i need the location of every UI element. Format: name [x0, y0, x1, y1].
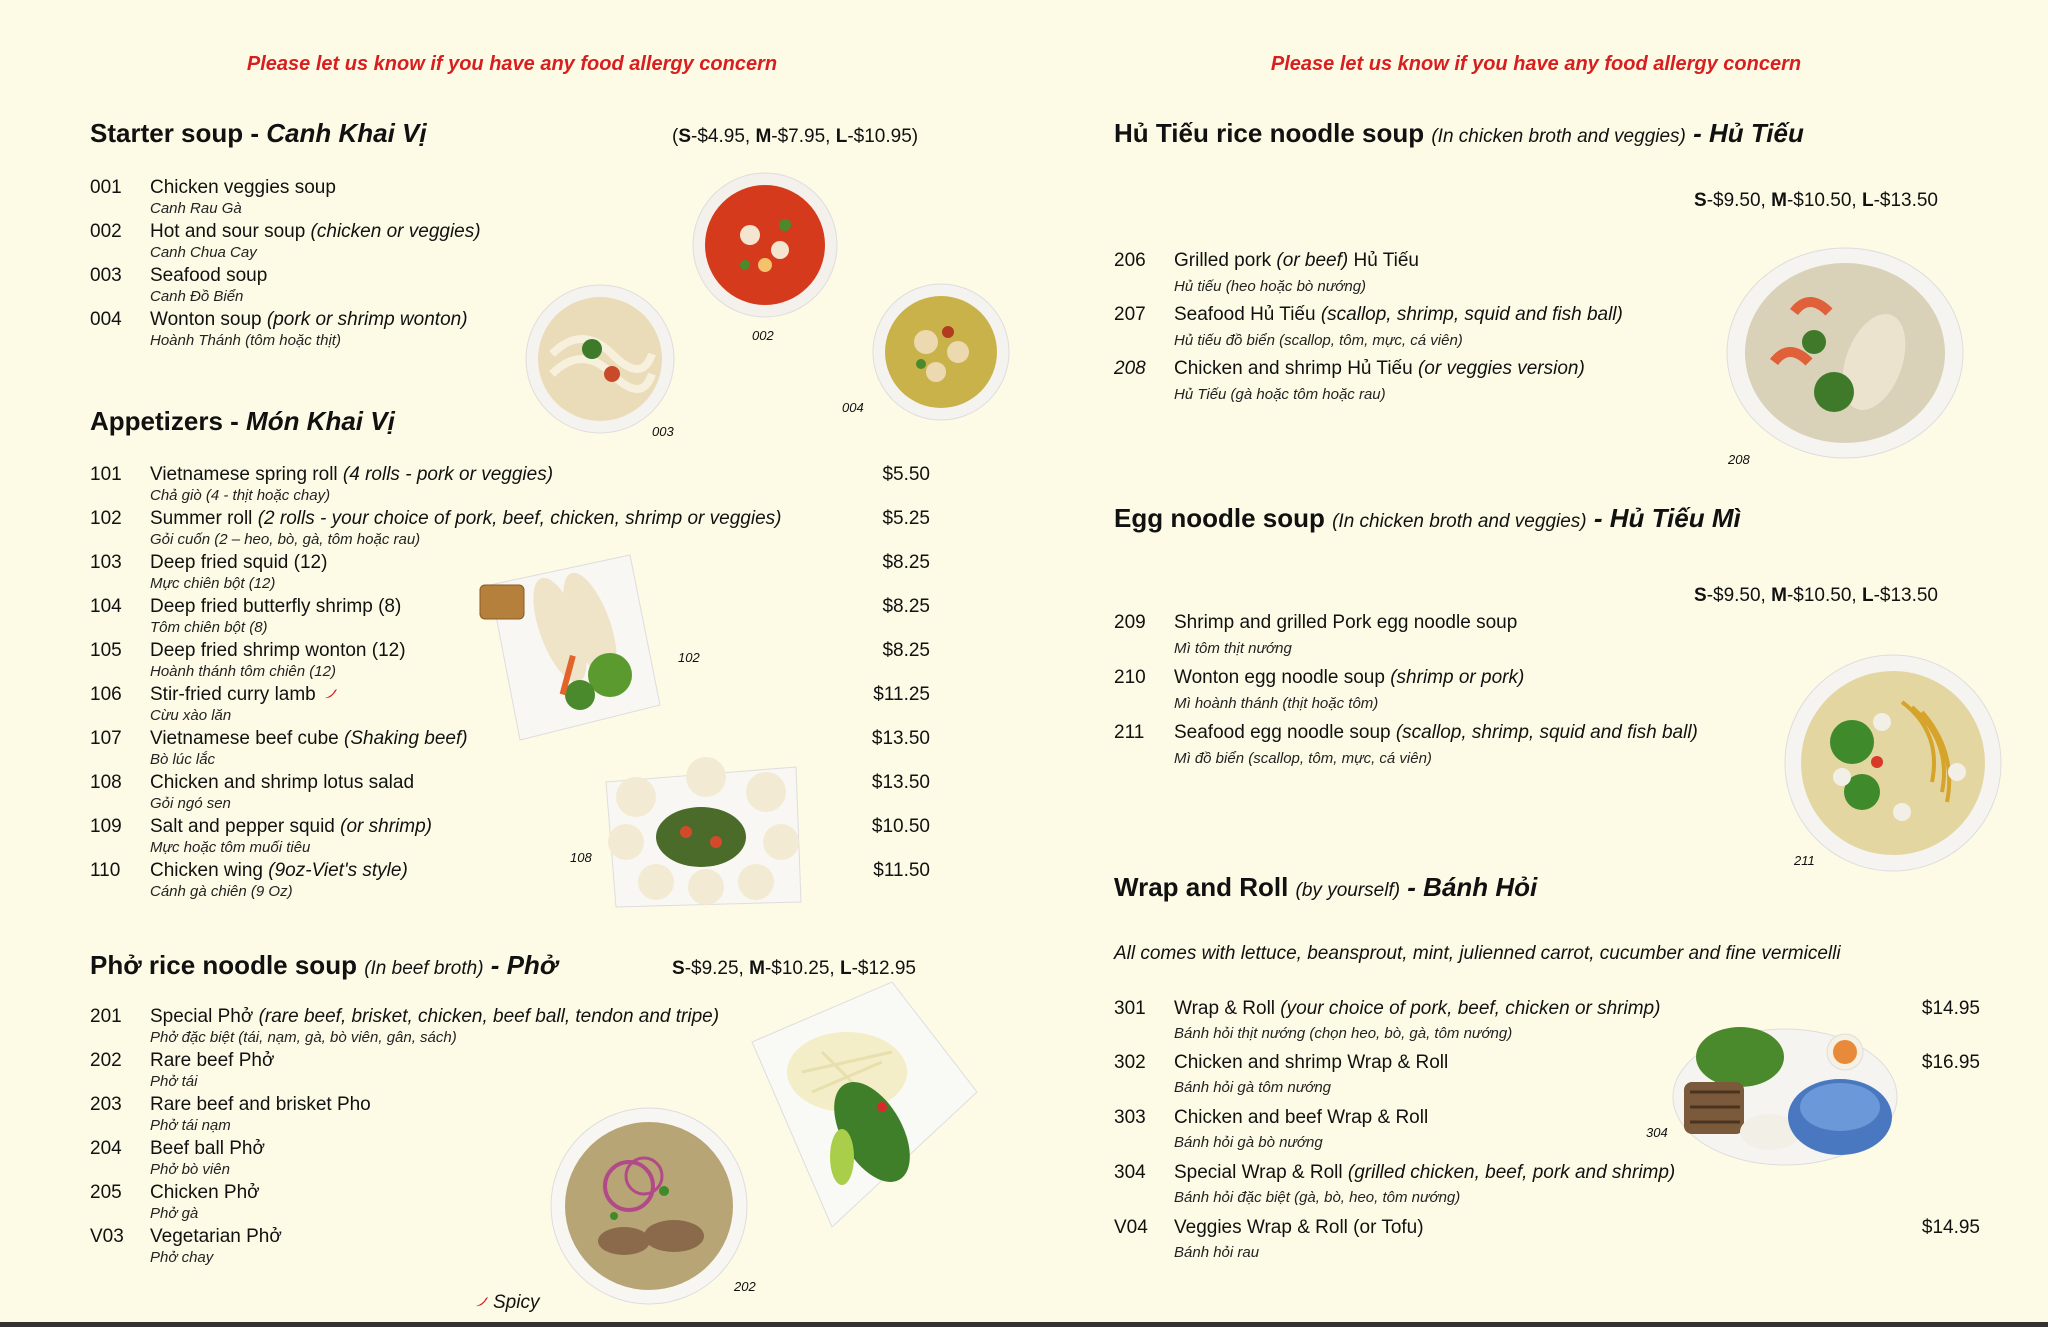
egg-noodle-title: Egg noodle soup (In chicken broth and veggies) - Hủ Tiếu Mì [1114, 503, 1741, 533]
wonton-soup-photo [866, 282, 1016, 422]
starter-title-viet: Canh Khai Vị [266, 118, 427, 148]
photo-caption: 208 [1728, 452, 1750, 467]
wrap-roll-title: Wrap and Roll (by yourself) - Bánh Hỏi [1114, 872, 1538, 902]
summer-roll-photo [470, 545, 670, 745]
bean-sprout-plate-photo [732, 982, 982, 1232]
photo-caption: 102 [678, 650, 700, 665]
hot-sour-soup-photo [690, 170, 840, 320]
egg-noodle-prices: S-$9.50, M-$10.50, L-$13.50 [1694, 585, 1939, 606]
egg-noodle-bowl-photo [1782, 652, 2004, 874]
hu-tieu-bowl-photo [1714, 242, 1976, 464]
photo-caption: 003 [652, 424, 674, 439]
left-page: Please let us know if you have any food allergy concern Starter soup - Canh Khai Vị (S-$4.95, M-$7.95, L-$10.95) 001 Chicken veggies soup Canh Rau Gà 002 Hot and sour soup (chicken or veggies) Canh Chua Cay 003 Seafood soup Canh Đồ Biển 004 Wonton soup (pork or shrimp wonton) Hoành Thánh (tôm hoặc thịt) 002 003 004 Appetizers - Món Khai Vị 101 Vietnamese spring roll (4 rolls - pork or veggies) Chả giò (4 - thịt hoặc chay) $5.50 102 Summer roll (2 rolls - your choice of pork, beef, chicken, shrimp or veggies) Gỏi cuốn (2 – heo, bò, gà, tôm hoặc rau) $5.25 103 Deep fried squid (12) Mực chiên bột (12) $8.25 104 Deep fried butterfly shrimp (8) Tôm chiên bột (8) $8.25 105 Deep fried shrimp wonton (12) Hoành thánh tôm chiên (12) $8.25 106 Stir-fried curry lamb Cừu xào lăn $11.25 107 Vietnamese beef cube (Shaking beef) Bò lúc lắc $13.50 108 Chicken and shrimp lotus salad Gỏi ngó sen $13.50 109 Salt and pepper squid (or shrimp) Mực hoặc tôm muối tiêu $10.50 110 Chicken wing (9oz-Viet's style) Cánh gà chiên (9 Oz) $11.50 102 108 Phở rice noodle soup (In beef broth) - Phở S-$9.25, M-$10.25, L-$12.95 201 Special Phở (rare beef, brisket, chicken, beef ball, tendon and tripe) Phở đặc biệt (tái, nạm, gà, bò viên, gân, sách) 202 Rare beef Phở Phở tái 203 Rare beef and brisket Pho Phở tái nạm 204 Beef ball Phở Phở bò viên 205 Chicken Phở Phở gà V03 Vegetarian Phở Phở chay 202 Spicy [0, 0, 1024, 1322]
photo-caption: 202 [734, 1279, 756, 1294]
pho-title: Phở rice noodle soup (In beef broth) - Phở [90, 950, 558, 980]
seafood-soup-photo [522, 284, 678, 434]
pho-prices: S-$9.25, M-$10.25, L-$12.95 [672, 958, 917, 979]
bottom-divider [0, 1322, 2048, 1327]
spicy-legend: Spicy [475, 1292, 539, 1314]
photo-caption: 002 [752, 328, 774, 343]
wrap-roll-description: All comes with lettuce, beansprout, mint, julienned carrot, cucumber and fine vermicelli [1114, 943, 1841, 964]
starter-title [90, 118, 427, 149]
photo-caption: 108 [570, 850, 592, 865]
right-page: Please let us know if you have any food allergy concern Hủ Tiếu rice noodle soup (In chicken broth and veggies) - Hủ Tiếu S-$9.50, M-$10.50, L-$13.50 206 Grilled pork (or beef) Hủ Tiếu Hủ tiếu (heo hoặc bò nướng) 207 Seafood Hủ Tiếu (scallop, shrimp, squid and fish ball) Hủ tiếu đồ biển (scallop, tôm, mực, cá viên) 208 Chicken and shrimp Hủ Tiếu (or veggies version) Hủ Tiếu (gà hoặc tôm hoặc rau) 208 Egg noodle soup (In chicken broth and veggies) - Hủ Tiếu Mì S-$9.50, M-$10.50, L-$13.50 209 Shrimp and grilled Pork egg noodle soup Mì tôm thịt nướng 210 Wonton egg noodle soup (shrimp or pork) Mì hoành thánh (thịt hoặc tôm) 211 Seafood egg noodle soup (scallop, shrimp, squid and fish ball) Mì đồ biển (scallop, tôm, mực, cá viên) 211 Wrap and Roll (by yourself) - Bánh Hỏi All comes with lettuce, beansprout, mint, julienned carrot, cucumber and fine vermicelli 301 Wrap & Roll (your choice of pork, beef, chicken or shrimp) Bánh hỏi thịt nướng (chọn heo, bò, gà, tôm nướng) $14.95 302 Chicken and shrimp Wrap & Roll Bánh hỏi gà tôm nướng $16.95 303 Chicken and beef Wrap & Roll Bánh hỏi gà bò nướng 304 Special Wrap & Roll (grilled chicken, beef, pork and shrimp) Bánh hỏi đặc biệt (gà, bò, heo, tôm nướng) V04 Veggies Wrap & Roll (or Tofu) Bánh hỏi rau $14.95 304 [1024, 0, 2048, 1322]
appetizers-title: Appetizers - Món Khai Vị [90, 406, 395, 436]
chili-pepper-icon [475, 1296, 489, 1308]
hutieu-title: Hủ Tiếu rice noodle soup (In chicken broth and veggies) - Hủ Tiếu [1114, 118, 1804, 148]
chili-pepper-icon [324, 688, 338, 700]
wrap-roll-platter-photo [1670, 1012, 1906, 1172]
allergy-note: Please let us know if you have any food allergy concern [246, 53, 778, 75]
lotus-salad-photo [596, 752, 808, 910]
allergy-note: Please let us know if you have any food allergy concern [1270, 53, 1802, 75]
photo-caption: 211 [1794, 853, 1815, 868]
photo-caption: 304 [1646, 1125, 1668, 1140]
hutieu-prices: S-$9.50, M-$10.50, L-$13.50 [1694, 190, 1939, 211]
photo-caption: 004 [842, 400, 864, 415]
starter-title-en: Starter soup - [90, 118, 267, 148]
starter-prices: (S-$4.95, M-$7.95, L-$10.95) [672, 126, 919, 147]
pho-bowl-photo [544, 1106, 754, 1306]
